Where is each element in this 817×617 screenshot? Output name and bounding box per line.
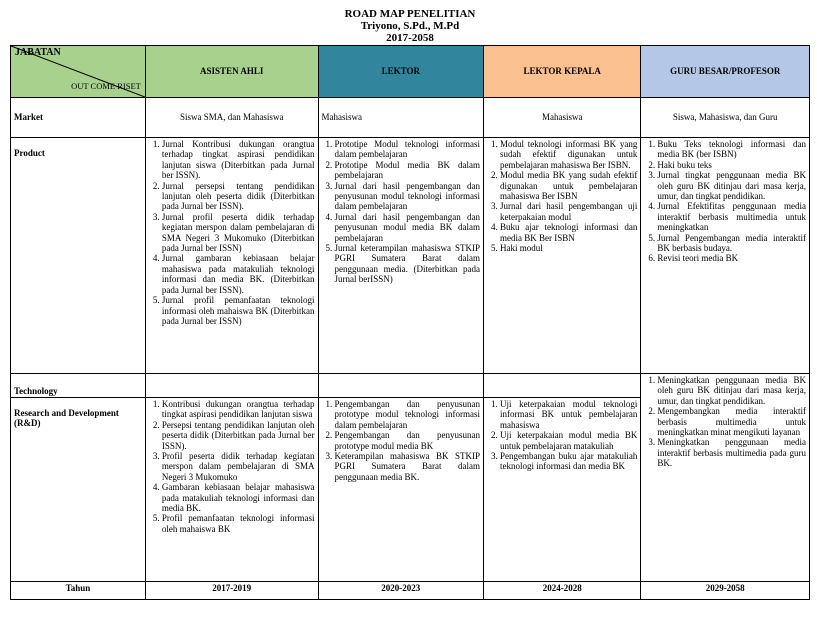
list-item: 1. Uji keterpakaian modul teknologi informasi BK untuk pembelajaran mahasiswa (500, 399, 637, 430)
list-item: 2. Haki buku teks (657, 160, 806, 170)
row-label-technology: Technology (11, 374, 146, 398)
corner-label-outcome: OUT COME RISET (71, 80, 141, 91)
list-item: 4. Buku ajar teknologi informasi dan media BK Ber ISBN (500, 222, 637, 243)
row-label-market: Market (11, 98, 146, 138)
rnd-lektor-kepala-list (487, 399, 637, 472)
product-lektor-kepala (484, 138, 641, 374)
product-asisten-list (149, 139, 315, 326)
list-item: 1. Prototipe Modul teknologi informasi dalam pembelajaran (335, 139, 481, 160)
tahun-row (11, 582, 810, 600)
list-item: 1. Buku Teks teknologi informasi dan media BK (ber ISBN) (657, 139, 806, 160)
list-item: 3. Jurnal tingkat penggunaan media BK oleh guru BK ditinjau dari masa kerja, umur, dan tingkat pendidikan. (657, 170, 806, 201)
tahun-lektor-kepala: 2024-2028 (484, 582, 641, 600)
list-item: 2. Modul media BK yang sudah efektif digunakan untuk pembelajaran mahasiswa Ber ISBN (500, 170, 637, 201)
list-item: 2. Mengembangkan media interaktif berbasis multimedia untuk meningkatkan minat mengikuti layanan (657, 406, 806, 437)
market-lektor-kepala: Mahasiswa (484, 98, 641, 138)
header-row (11, 46, 810, 98)
list-item: 5. Profil pemanfaatan teknologi informasi oleh mahaiswa BK (162, 513, 315, 534)
header-corner-cell (11, 46, 146, 98)
document-title (10, 8, 810, 44)
market-row (11, 98, 810, 138)
list-item: 1. Jurnal Kontribusi dukungan orangtua terhadap tingkat aspirasi pendidikan lanjutan siswa (Diterbitkan pada Jurnal ber ISSN). (162, 139, 315, 181)
list-item: 5. Jurnal profil pemanfaatan teknologi informasi oleh mahaiswa BK (Diterbitkan pada Jurnal ber ISSN) (162, 295, 315, 326)
title-line-2: Triyono, S.Pd., M.Pd (360, 20, 460, 32)
rnd-lektor-kepala (484, 398, 641, 582)
list-item: 1. Meningkatkan penggunaan media BK oleh guru BK ditinjau dari masa kerja, umur, dan tingkat pendidikan. (657, 375, 806, 406)
market-guru-besar: Siswa, Mahasiswa, dan Guru (641, 98, 810, 138)
list-item: 4. Gambaran kebiasaan belajar mahasiswa pada matakuliah teknologi informasi dan media BK. (162, 482, 315, 513)
list-item: 3. Pengembangan buku ajar matakuliah teknologi informasi dan media BK (500, 451, 637, 472)
list-item: 1. Modul teknologi informasi BK yang sudah efektif digunakan untuk pembelajaran mahasiswa Ber ISBN. (500, 139, 637, 170)
product-guru-besar-list (644, 139, 806, 264)
product-lektor (318, 138, 484, 374)
list-item: 1. Kontribusi dukungan orangtua terhadap tingkat aspirasi pendidikan lanjutan siswa (162, 399, 315, 420)
list-item: 4. Jurnal dari hasil pengembangan dan penyusunan modul media BK dalam pembelajaran (335, 212, 481, 243)
list-item: 1. Pengembangan dan penyusunan prototype modul teknologi informasi dalam pembelajaran (335, 399, 481, 430)
list-item: 5. Jurnal keterampilan mahasiswa STKIP PGRI Sumatera Barat dalam penggunaan media. (Diterbitkan pada Jurnal berISSN) (335, 243, 481, 285)
header-asisten-ahli: ASISTEN AHLI (145, 46, 318, 98)
title-line-3: 2017-2058 (386, 32, 434, 44)
header-lektor-kepala: LEKTOR KEPALA (484, 46, 641, 98)
header-lektor: LEKTOR (318, 46, 484, 98)
list-item: 3. Jurnal dari hasil pengembangan dan penyusunan modul teknologi informasi dalam pembelajaran (335, 181, 481, 212)
list-item: 3. Jurnal profil peserta didik terhadap kegiatan merspon dalam pembelajaran di SMA Negeri 3 Mukomuko (Diterbitkan pada Jurnal ber ISSN) (162, 212, 315, 254)
technology-lektor-kepala (484, 374, 641, 398)
list-item: 2. Uji keterpakaian modul media BK untuk pembelajaran matakuliah (500, 430, 637, 451)
list-item: 2. Pengembangan dan penyusunan prototype modul media BK (335, 430, 481, 451)
list-item: 5. Haki modul (500, 243, 637, 253)
rnd-lektor (318, 398, 484, 582)
tahun-lektor: 2020-2023 (318, 582, 484, 600)
list-item: 3. Meningkatkan penggunaan media interaktif berbasis multimedia pada guru BK. (657, 437, 806, 468)
rnd-asisten (145, 398, 318, 582)
list-item: 3. Profil peserta didik terhadap kegiatan merspon dalam pembelajaran di SMA Negeri 3 Mukomuko (162, 451, 315, 482)
technology-row (11, 374, 810, 398)
list-item: 3. Jurnal dari hasil pengembangan uji keterpakaian modul (500, 201, 637, 222)
list-item: 4. Jurnal gambaran kebiasaan belajar mahasiswa pada matakuliah teknologi informasi dan media BK. (Diterbitkan pada Jurnal ber ISSN). (162, 253, 315, 295)
list-item: 3. Keterampilan mahasiswa BK STKIP PGRI Sumatera Barat dalam penggunaan media BK. (335, 451, 481, 482)
technology-guru-besar (641, 374, 810, 582)
product-asisten (145, 138, 318, 374)
list-item: 2. Persepsi tentang pendidikan lanjutan oleh peserta didik (Diterbitkan pada Jurnal ber ISSN). (162, 420, 315, 451)
tahun-asisten: 2017-2019 (145, 582, 318, 600)
market-lektor: Mahasiswa (318, 98, 484, 138)
title-line-1: ROAD MAP PENELITIAN (344, 8, 476, 20)
product-guru-besar (641, 138, 810, 374)
row-label-rnd: Research and Development (R&D) (11, 398, 146, 582)
corner-label-jabatan: JABATAN (15, 47, 61, 58)
technology-asisten (145, 374, 318, 398)
product-row (11, 138, 810, 374)
list-item: 2. Prototipe Modul media BK dalam pembelajaran (335, 160, 481, 181)
roadmap-table (10, 45, 810, 600)
technology-lektor (318, 374, 484, 398)
list-item: 6. Revisi teori media BK (657, 253, 806, 263)
row-label-tahun: Tahun (11, 582, 146, 600)
row-label-product: Product (11, 138, 146, 374)
tahun-guru-besar: 2029-2058 (641, 582, 810, 600)
header-guru-besar: GURU BESAR/PROFESOR (641, 46, 810, 98)
list-item: 5. Jurnal Pengembangan media interaktif BK berbasis budaya. (657, 233, 806, 254)
market-asisten: Siswa SMA, dan Mahasiswa (145, 98, 318, 138)
list-item: 4. Jurnal Efektifitas penggunaan media interaktif berbasis multimedia untuk meningkatkan (657, 201, 806, 232)
product-lektor-list (322, 139, 481, 285)
rnd-lektor-list (322, 399, 481, 482)
rnd-asisten-list (149, 399, 315, 534)
list-item: 2. Jurnal persepsi tentang pendidikan lanjutan oleh peserta didik (Diterbitkan pada Jurnal ber ISSN). (162, 181, 315, 212)
technology-guru-besar-list (644, 375, 806, 469)
product-lektor-kepala-list (487, 139, 637, 253)
